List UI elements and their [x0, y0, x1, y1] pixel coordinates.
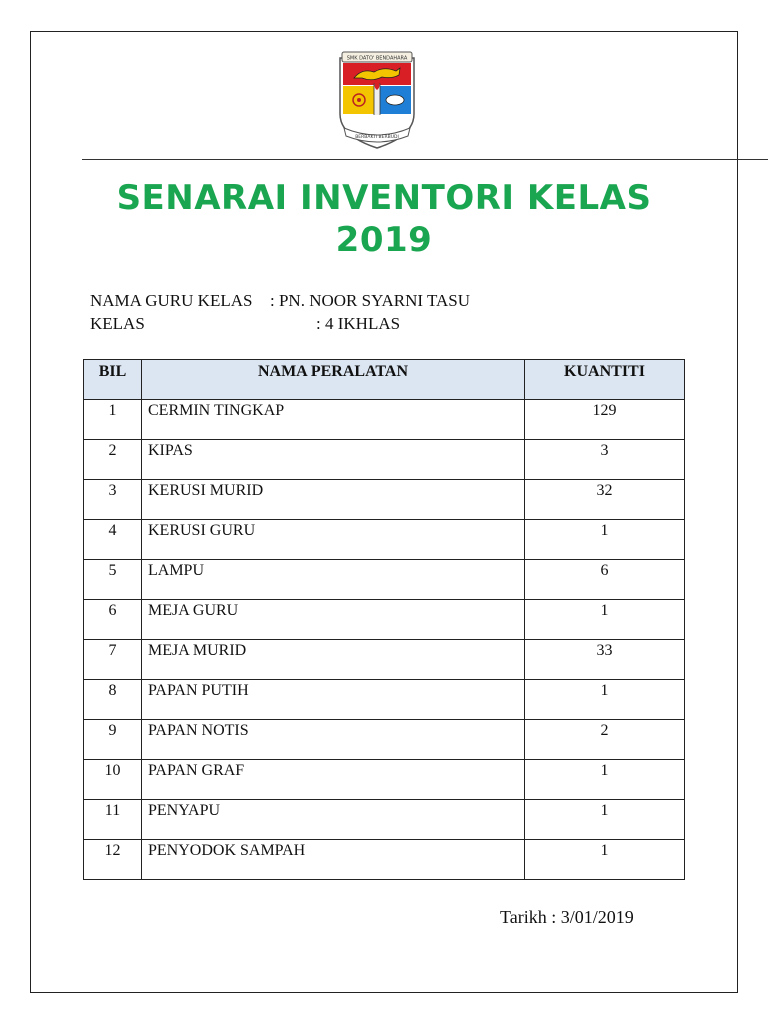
class-value: : 4 IKHLAS	[316, 314, 401, 333]
cell-nama: KERUSI GURU	[142, 520, 525, 560]
cell-nama: MEJA MURID	[142, 640, 525, 680]
date-text: Tarikh : 3/01/2019	[500, 907, 634, 927]
cell-nama: MEJA GURU	[142, 600, 525, 640]
cell-bil: 7	[84, 640, 142, 680]
logo-banner-text: SMK DATO' BENDAHARA	[346, 55, 408, 62]
cell-kuantiti: 1	[525, 800, 685, 840]
table-row	[84, 400, 685, 440]
cell-kuantiti: 3	[525, 440, 685, 480]
teacher-value: : PN. NOOR SYARNI TASU	[270, 291, 470, 310]
cell-bil: 11	[84, 800, 142, 840]
cell-bil: 4	[84, 520, 142, 560]
table-row	[84, 760, 685, 800]
cell-bil: 12	[84, 840, 142, 880]
class-label: KELAS	[90, 314, 145, 333]
page-title-year: 2019	[335, 220, 433, 260]
cell-nama: CERMIN TINGKAP	[142, 400, 525, 440]
cell-kuantiti: 1	[525, 680, 685, 720]
cell-kuantiti: 2	[525, 720, 685, 760]
cell-nama: LAMPU	[142, 560, 525, 600]
table-row	[84, 480, 685, 520]
table-row	[84, 560, 685, 600]
school-crest-logo	[334, 44, 420, 152]
table-row	[84, 840, 685, 880]
cell-kuantiti: 6	[525, 560, 685, 600]
cell-kuantiti: 32	[525, 480, 685, 520]
cell-nama: PENYAPU	[142, 800, 525, 840]
cell-bil: 9	[84, 720, 142, 760]
cell-nama: PAPAN NOTIS	[142, 720, 525, 760]
cell-bil: 3	[84, 480, 142, 520]
cell-bil: 2	[84, 440, 142, 480]
cell-bil: 1	[84, 400, 142, 440]
header-divider	[82, 159, 768, 160]
cell-kuantiti: 33	[525, 640, 685, 680]
table-row	[84, 520, 685, 560]
table-row	[84, 800, 685, 840]
logo-ribbon-text: BERBAKTI BERBUDI	[355, 135, 399, 140]
cell-nama: PAPAN GRAF	[142, 760, 525, 800]
table-row	[84, 600, 685, 640]
cell-nama: KIPAS	[142, 440, 525, 480]
cell-kuantiti: 1	[525, 520, 685, 560]
table-row	[84, 680, 685, 720]
class-row	[90, 313, 400, 335]
table-row	[84, 720, 685, 760]
cell-bil: 10	[84, 760, 142, 800]
table-row	[84, 440, 685, 480]
cell-nama: KERUSI MURID	[142, 480, 525, 520]
table-header-row	[84, 360, 685, 400]
cell-bil: 8	[84, 680, 142, 720]
cell-nama: PAPAN PUTIH	[142, 680, 525, 720]
column-header-nama-peralatan: NAMA PERALATAN	[142, 360, 525, 400]
teacher-row	[90, 290, 470, 312]
cell-kuantiti: 1	[525, 600, 685, 640]
cell-bil: 5	[84, 560, 142, 600]
cell-bil: 6	[84, 600, 142, 640]
cell-nama: PENYODOK SAMPAH	[142, 840, 525, 880]
column-header-kuantiti: KUANTITI	[525, 360, 685, 400]
cell-kuantiti: 1	[525, 760, 685, 800]
cell-kuantiti: 129	[525, 400, 685, 440]
teacher-label: NAMA GURU KELAS	[90, 291, 253, 310]
cell-kuantiti: 1	[525, 840, 685, 880]
column-header-bil: BIL	[84, 360, 142, 400]
table-row	[84, 640, 685, 680]
inventory-table	[83, 359, 685, 880]
page-title: SENARAI INVENTORI KELAS	[116, 178, 652, 218]
